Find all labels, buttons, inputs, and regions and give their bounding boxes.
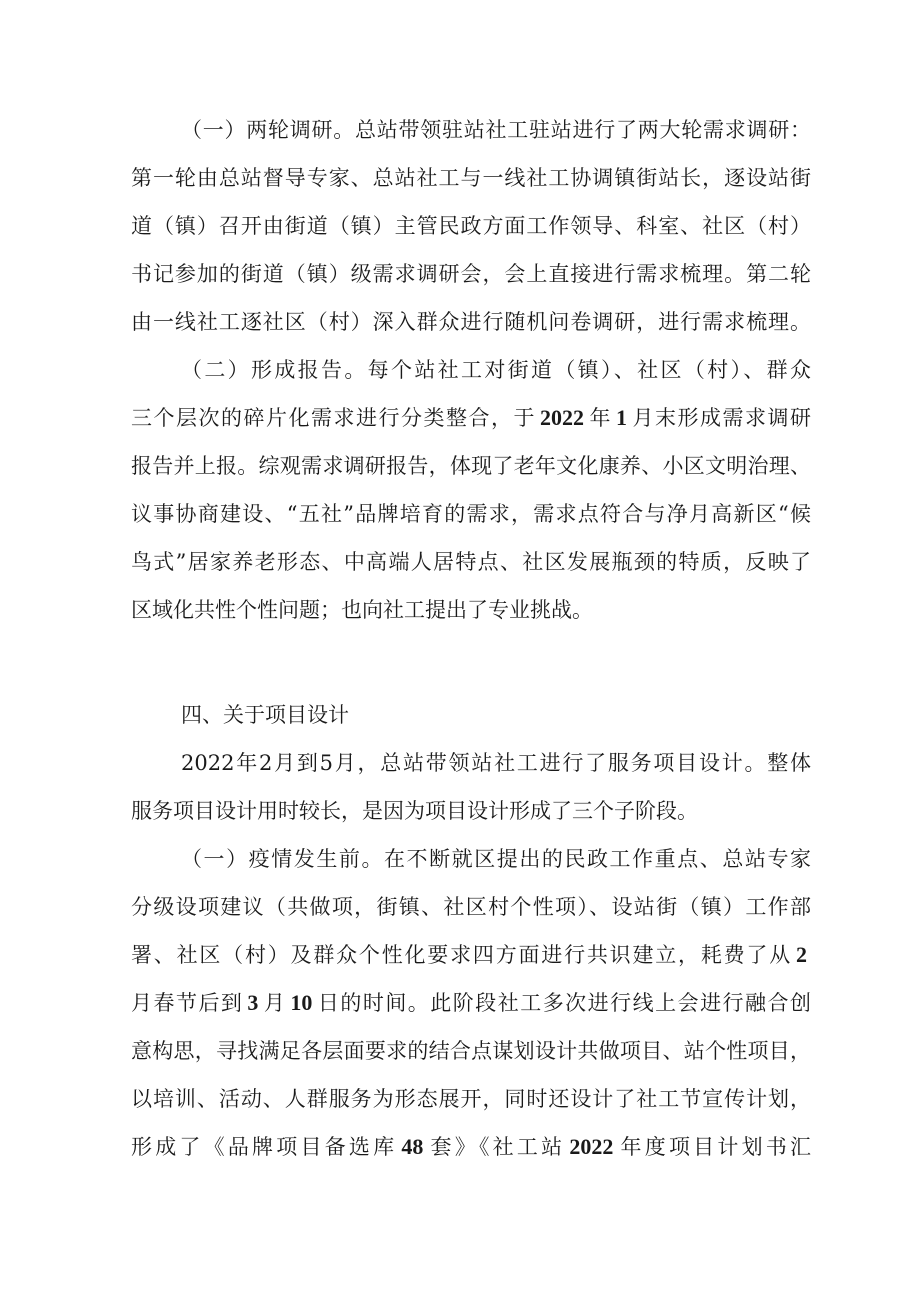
line-text: 月末形成需求调研 [631, 406, 811, 430]
bold-number: 3 [247, 990, 259, 1015]
paragraph-line [131, 154, 811, 202]
line-text: 年度项目计划书汇 [617, 1135, 812, 1159]
paragraph-line [131, 298, 811, 346]
paragraph-line [131, 739, 811, 787]
paragraph-line [131, 394, 811, 442]
line-text: 三个层次的碎片化需求进行分类整合，于 [131, 406, 536, 430]
line-text: 道（镇）召开由街道（镇）主管民政方面工作领导、科室、社区（村） [131, 214, 811, 238]
line-text: （二）形成报告。每个站社工对街道（镇）、社区（村）、群众 [181, 358, 811, 382]
paragraph-line [131, 787, 811, 835]
line-text: （一）疫情发生前。在不断就区提出的民政工作重点、总站专家 [181, 847, 811, 871]
line-text: 区域化共性个性问题；也向社工提出了专业挑战。 [131, 598, 593, 622]
line-text: 月春节后到 [131, 991, 244, 1015]
bold-number: 2 [796, 942, 807, 967]
paragraph-line [131, 1123, 811, 1171]
paragraph-line [131, 1075, 811, 1123]
heading-text: 四、关于项目设计 [181, 703, 349, 727]
line-text: 以培训、活动、人群服务为形态展开，同时还设计了社工节宣传计划， [131, 1087, 811, 1111]
paragraph-line [131, 202, 811, 250]
paragraph-line [131, 490, 811, 538]
line-text: 议事协商建设、“五社”品牌培育的需求，需求点符合与净月高新区“候 [131, 502, 811, 526]
line-text: （一）两轮调研。总站带领驻站社工驻站进行了两大轮需求调研： [181, 118, 811, 142]
line-text: 月 [262, 991, 287, 1015]
line-text: 第一轮由总站督导专家、总站社工与一线社工协调镇街站长，逐设站街 [131, 166, 811, 190]
paragraph-line [131, 931, 811, 979]
line-text: 年 [588, 406, 612, 430]
line-text: 套》《社工站 [427, 1135, 566, 1159]
paragraph-line [131, 442, 811, 490]
paragraph-line [131, 250, 811, 298]
paragraph-line [131, 538, 811, 586]
paragraph-line [131, 106, 811, 154]
line-text: 服务项目设计用时较长，是因为项目设计形成了三个子阶段。 [131, 799, 698, 823]
bold-number: 2022 [569, 1134, 614, 1159]
line-text: 署、社区（村）及群众个性化要求四方面进行共识建立，耗费了从 [131, 943, 792, 967]
line-text: 鸟式”居家养老形态、中高端人居特点、社区发展瓶颈的特质，反映了 [131, 550, 811, 574]
line-text: 报告并上报。综观需求调研报告，体现了老年文化康养、小区文明治理、 [131, 454, 811, 478]
line-text: 书记参加的街道（镇）级需求调研会，会上直接进行需求梳理。第二轮 [131, 262, 811, 286]
line-text: 分级设项建议（共做项，街镇、社区村个性项）、设站街（镇）工作部 [131, 895, 811, 919]
section-heading [131, 691, 811, 739]
paragraph-line [131, 1027, 811, 1075]
paragraph-line [131, 883, 811, 931]
line-text: 形成了《品牌项目备选库 [131, 1135, 398, 1159]
bold-number: 2022 [540, 405, 584, 430]
paragraph-line [131, 835, 811, 883]
bold-number: 48 [401, 1134, 424, 1159]
bold-number: 10 [290, 990, 313, 1015]
line-text: 由一线社工逐社区（村）深入群众进行随机问卷调研，进行需求梳理。 [131, 310, 811, 334]
paragraph-line [131, 346, 811, 394]
line-text: 日的时间。此阶段社工多次进行线上会进行融合创 [316, 991, 812, 1015]
paragraph-line [131, 586, 811, 634]
line-text: 意构思，寻找满足各层面要求的结合点谋划设计共做项目、站个性项目， [131, 1039, 811, 1063]
line-text: 2022年2月到5月，总站带领站社工进行了服务项目设计。整体 [181, 751, 811, 775]
bold-number: 1 [616, 405, 627, 430]
paragraph-line [131, 979, 811, 1027]
